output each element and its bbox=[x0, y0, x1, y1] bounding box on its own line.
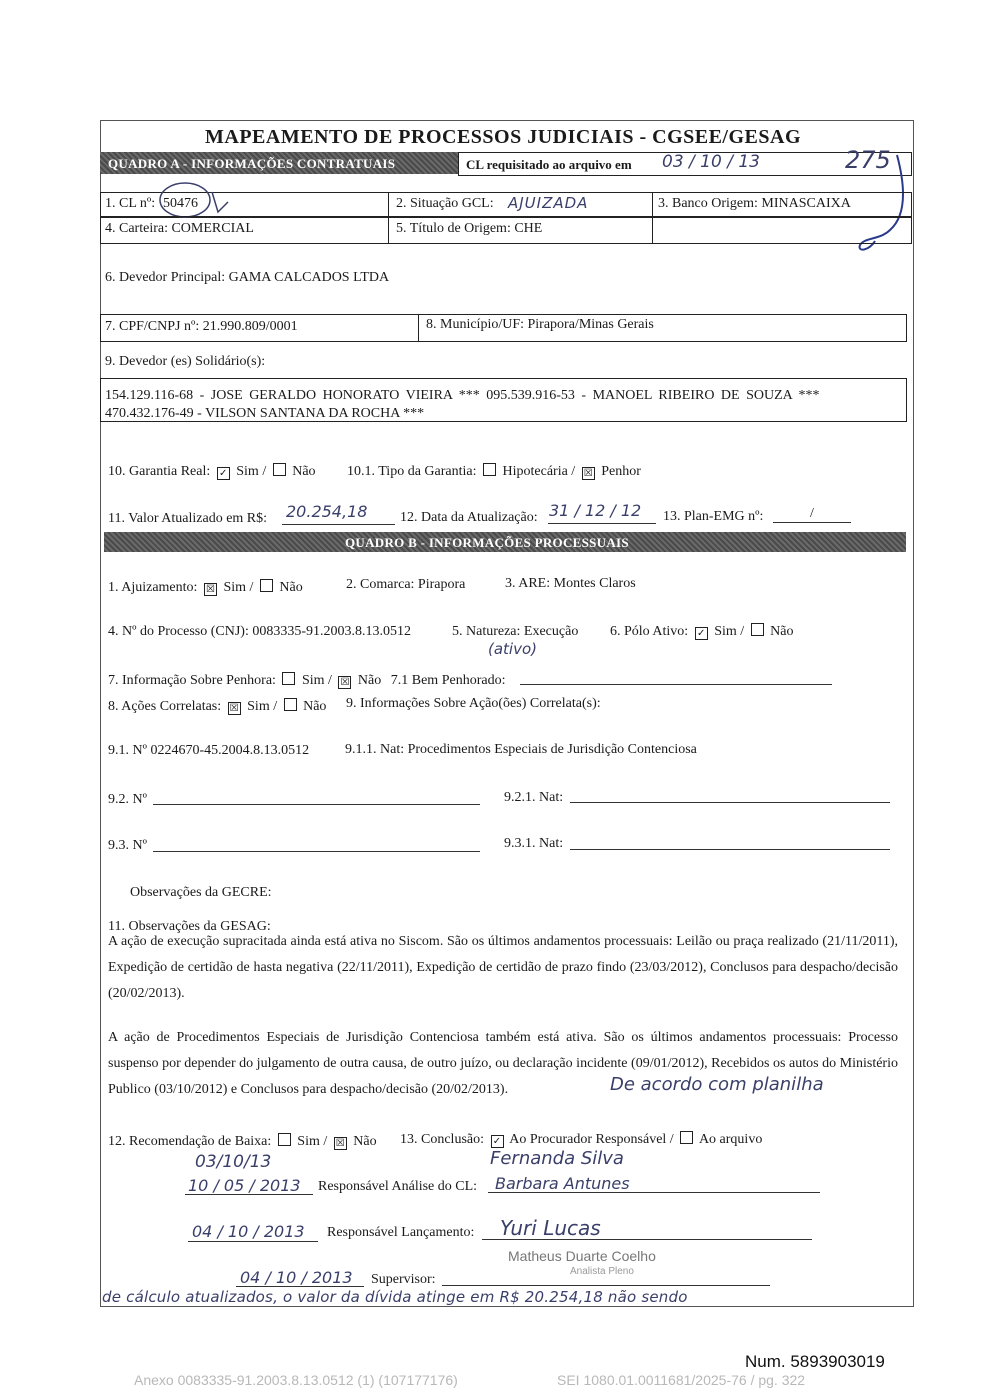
numero-92-line bbox=[153, 804, 480, 805]
ao-procurador-label: Ao Procurador Responsável / bbox=[509, 1132, 674, 1147]
annotation-number: 275 bbox=[845, 146, 891, 174]
recomendacao-nao-checkbox[interactable]: ☒ bbox=[334, 1137, 347, 1150]
recomendacao-sim-label: Sim / bbox=[297, 1134, 328, 1149]
ao-procurador-checkbox[interactable]: ✓ bbox=[491, 1135, 504, 1148]
bem-penhorado-line bbox=[520, 684, 832, 685]
handwritten-name-1: Fernanda Silva bbox=[490, 1148, 624, 1169]
correlatas-row bbox=[108, 698, 326, 715]
hipotecaria-checkbox[interactable] bbox=[483, 463, 496, 476]
municipio: 8. Município/UF: Pirapora/Minas Gerais bbox=[426, 317, 654, 332]
circle-mark bbox=[150, 180, 240, 220]
natureza-931: 9.3.1. Nat: bbox=[504, 836, 564, 851]
situacao-label: 2. Situação GCL: bbox=[396, 196, 494, 211]
divider bbox=[418, 314, 419, 341]
quadro-b-title: QUADRO B - INFORMAÇÕES PROCESSUAIS bbox=[345, 535, 629, 550]
lancamento-date-line bbox=[188, 1241, 318, 1242]
cl-label: 1. CL nº: bbox=[105, 196, 156, 211]
page-title: MAPEAMENTO DE PROCESSOS JUDICIAIS - CGSEE/GESAG bbox=[205, 126, 802, 148]
penhor-checkbox[interactable]: ☒ bbox=[582, 467, 595, 480]
handwritten-bottom-note: de cálculo atualizados, o valor da dívida atinge em R$ 20.254,18 não sendo bbox=[102, 1288, 688, 1306]
comarca: 2. Comarca: Pirapora bbox=[346, 577, 466, 592]
conclusao-label: 13. Conclusão: bbox=[400, 1132, 484, 1147]
plan-label: 13. Plan-EMG nº: bbox=[663, 509, 764, 524]
natureza-921: 9.2.1. Nat: bbox=[504, 790, 564, 805]
handwritten-date-4: 04 / 10 / 2013 bbox=[240, 1268, 353, 1287]
numero-91: 9.1. Nº 0224670-45.2004.8.13.0512 bbox=[108, 743, 310, 758]
numero-93-line bbox=[153, 851, 480, 852]
obs-gecre: Observações da GECRE: bbox=[130, 885, 272, 900]
stamp-name: Matheus Duarte Coelho bbox=[508, 1248, 656, 1264]
numero-93: 9.3. Nº bbox=[108, 838, 147, 853]
obs-paragraph-2-handwriting: De acordo com planilha bbox=[610, 1074, 824, 1095]
penhora-nao-label: Não bbox=[357, 673, 382, 688]
info-correlatas: 9. Informações Sobre Ação(ões) Correlata(s): bbox=[346, 696, 601, 711]
footer-num: Num. 5893903019 bbox=[745, 1352, 885, 1371]
penhora-label: 7. Informação Sobre Penhora: bbox=[108, 673, 276, 688]
cl-requisitado-value: 03 / 10 / 13 bbox=[662, 152, 760, 172]
responsavel-analise: Responsável Análise do CL: bbox=[318, 1179, 478, 1194]
are: 3. ARE: Montes Claros bbox=[505, 576, 636, 591]
quadro-b-header bbox=[104, 532, 906, 552]
data-label: 12. Data da Atualização: bbox=[400, 510, 538, 525]
processo: 4. Nº do Processo (CNJ): 0083335-91.2003.8.13.0512 bbox=[108, 624, 411, 639]
ajuizamento-sim-label: Sim / bbox=[223, 580, 254, 595]
devedor-principal: 6. Devedor Principal: GAMA CALCADOS LTDA bbox=[105, 270, 390, 285]
correlatas-nao-label: Não bbox=[303, 699, 327, 714]
correlatas-sim-label: Sim / bbox=[247, 699, 278, 714]
ajuizamento-nao-checkbox[interactable] bbox=[260, 579, 273, 592]
supervisor-line bbox=[442, 1285, 770, 1286]
recomendacao-nao-label: Não bbox=[353, 1134, 377, 1149]
ajuizamento-label: 1. Ajuizamento: bbox=[108, 580, 198, 595]
garantia-sim-checkbox[interactable]: ✓ bbox=[217, 467, 230, 480]
situacao-value: AJUIZADA bbox=[508, 194, 589, 212]
footer-sei: SEI 1080.01.0011681/2025-76 / pg. 322 bbox=[557, 1372, 806, 1388]
handwritten-analise: Barbara Antunes bbox=[495, 1174, 630, 1193]
solidarios-line2: 470.432.176-49 - VILSON SANTANA DA ROCHA *** bbox=[105, 406, 425, 421]
stamp-role: Analista Pleno bbox=[570, 1266, 634, 1277]
garantia-nao-checkbox[interactable] bbox=[273, 463, 286, 476]
natureza-931-line bbox=[570, 849, 890, 850]
data-line bbox=[548, 523, 656, 524]
correlatas-label: 8. Ações Correlatas: bbox=[108, 699, 222, 714]
supervisor-label: Supervisor: bbox=[371, 1272, 436, 1287]
cl-value: 50476 bbox=[163, 196, 198, 211]
titulo-origem: 5. Título de Origem: CHE bbox=[396, 221, 543, 236]
recomendacao-sim-checkbox[interactable] bbox=[278, 1133, 291, 1146]
recomendacao-row bbox=[108, 1133, 377, 1150]
recomendacao-label: 12. Recomendação de Baixa: bbox=[108, 1134, 272, 1149]
ajuizamento-row bbox=[108, 579, 303, 596]
handwritten-date-3: 04 / 10 / 2013 bbox=[192, 1222, 305, 1241]
handwritten-date-2: 10 / 05 / 2013 bbox=[188, 1176, 301, 1195]
tipo-garantia-row bbox=[347, 463, 641, 480]
natureza-note: (ativo) bbox=[488, 640, 537, 658]
handwritten-lancamento: Yuri Lucas bbox=[500, 1216, 601, 1240]
obs-gesag-label: 11. Observações da GESAG: bbox=[108, 919, 271, 934]
solidarios-line1: 154.129.116-68 - JOSE GERALDO HONORATO VIEIRA *** 095.539.916-53 - MANOEL RIBEIRO DE SOUZA *** bbox=[105, 388, 820, 403]
garantia-sim-label: Sim / bbox=[236, 464, 267, 479]
ajuizamento-nao-label: Não bbox=[279, 580, 303, 595]
footer-anexo: Anexo 0083335-91.2003.8.13.0512 (1) (107177176) bbox=[134, 1372, 458, 1388]
correlatas-nao-checkbox[interactable] bbox=[284, 698, 297, 711]
obs-paragraph-2: A ação de Procedimentos Especiais de Jurisdição Contenciosa também está ativa. São os últimos andamentos processuais: Processo suspenso por depender do julgamento de outra causa, de outro juízo, ou declaração incidente (09/01/2012), Recebidos os autos do Ministério Publico (03/10/2012) e Conclusos para despacho/decisão (20/02/2013). bbox=[108, 1030, 898, 1097]
hipotecaria-label: Hipotecária / bbox=[502, 464, 576, 479]
penhora-sim-label: Sim / bbox=[301, 673, 332, 688]
ao-arquivo-checkbox[interactable] bbox=[680, 1131, 693, 1144]
conclusao-row bbox=[400, 1131, 762, 1148]
plan-line bbox=[773, 522, 851, 523]
polo-label: 6. Pólo Ativo: bbox=[610, 624, 689, 639]
obs-paragraph-1: A ação de execução supracitada ainda está ativa no Siscom. São os últimos andamentos processuais: Leilão ou praça realizado (21/11/2011), Expedição de certidão de hasta negativa (22/11/2011), Expedição de certidão de prazo findo (23/03/2012), Conclusos para despacho/decisão (20/02/2013). bbox=[108, 934, 898, 1001]
responsavel-lancamento: Responsável Lançamento: bbox=[327, 1225, 475, 1240]
handwritten-date-1: 03/10/13 bbox=[195, 1152, 272, 1172]
ao-arquivo-label: Ao arquivo bbox=[698, 1132, 763, 1147]
penhora-nao-checkbox[interactable]: ☒ bbox=[338, 676, 351, 689]
garantia-row bbox=[108, 463, 316, 480]
polo-nao-label: Não bbox=[770, 624, 794, 639]
natureza: 5. Natureza: Execução bbox=[452, 624, 579, 639]
carteira: 4. Carteira: COMERCIAL bbox=[105, 221, 254, 236]
garantia-nao-label: Não bbox=[292, 464, 316, 479]
cpf-cnpj: 7. CPF/CNPJ nº: 21.990.809/0001 bbox=[105, 319, 298, 334]
quadro-a-title: QUADRO A - INFORMAÇÕES CONTRATUAIS bbox=[108, 156, 396, 171]
garantia-label: 10. Garantia Real: bbox=[108, 464, 211, 479]
tipo-garantia-label: 10.1. Tipo da Garantia: bbox=[347, 464, 477, 479]
bem-penhorado-label: 7.1 Bem Penhorado: bbox=[390, 673, 506, 688]
natureza-921-line bbox=[570, 802, 890, 803]
cl-requisitado-label: CL requisitado ao arquivo em bbox=[466, 157, 632, 172]
polo-sim-checkbox[interactable]: ✓ bbox=[695, 627, 708, 640]
penhora-sim-checkbox[interactable] bbox=[282, 672, 295, 685]
natureza-911: 9.1.1. Nat: Procedimentos Especiais de Jurisdição Contenciosa bbox=[345, 742, 697, 757]
polo-sim-label: Sim / bbox=[714, 624, 745, 639]
numero-92: 9.2. Nº bbox=[108, 792, 147, 807]
banco-origem: 3. Banco Origem: MINASCAIXA bbox=[658, 196, 851, 211]
valor-value: 20.254,18 bbox=[286, 502, 368, 521]
valor-label: 11. Valor Atualizado em R$: bbox=[108, 511, 268, 526]
penhor-label: Penhor bbox=[601, 464, 641, 479]
ajuizamento-sim-checkbox[interactable]: ☒ bbox=[204, 583, 217, 596]
quadro-a-header bbox=[100, 152, 458, 174]
plan-value: / bbox=[810, 506, 814, 521]
polo-row bbox=[610, 623, 793, 640]
solidarios-label: 9. Devedor (es) Solidário(s): bbox=[105, 354, 266, 369]
correlatas-sim-checkbox[interactable]: ☒ bbox=[228, 702, 241, 715]
valor-line bbox=[282, 524, 395, 525]
data-value: 31 / 12 / 12 bbox=[549, 501, 642, 520]
penhora-row bbox=[108, 672, 505, 689]
polo-nao-checkbox[interactable] bbox=[751, 623, 764, 636]
